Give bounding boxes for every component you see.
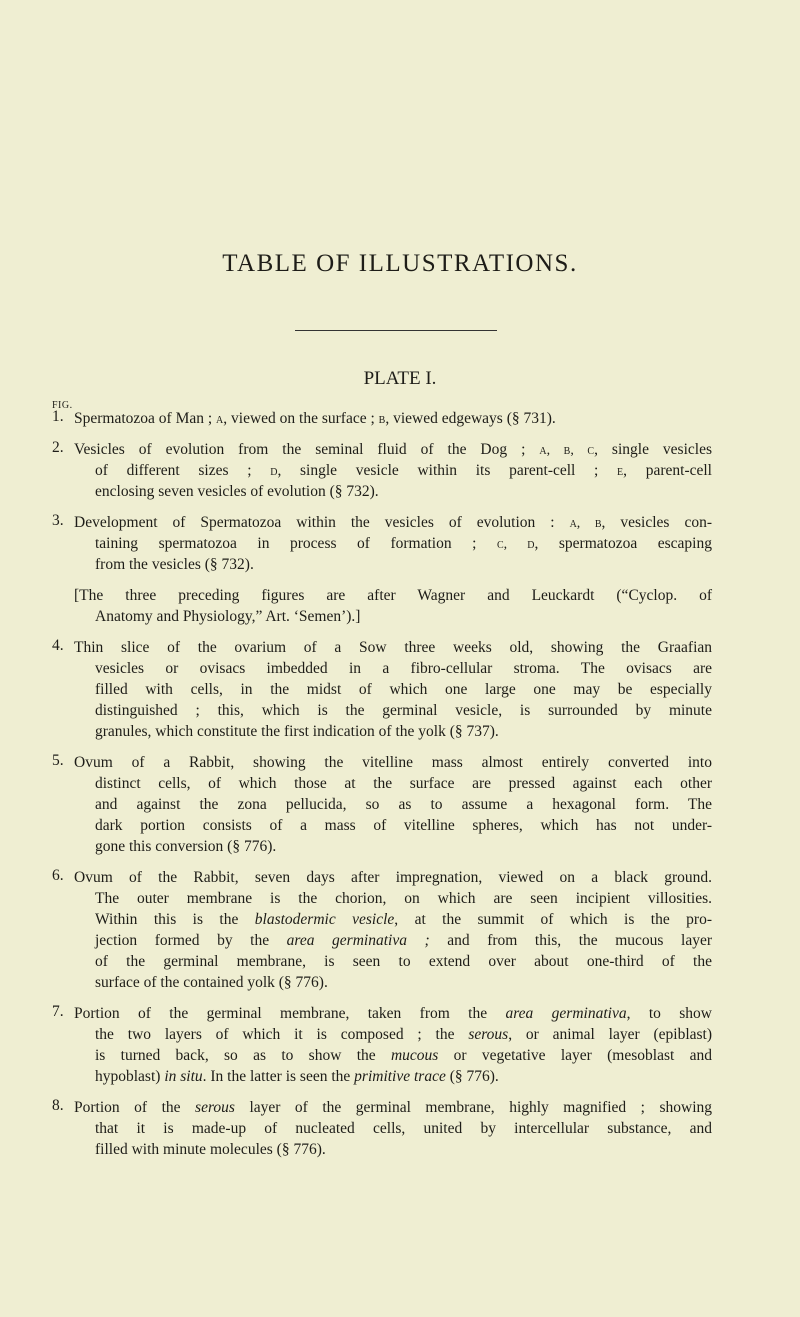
figure-number: 4. <box>52 637 64 654</box>
text-segment: the two layers of which it is composed ; the <box>95 1026 469 1043</box>
text-segment: vesicles or ovisacs imbedded in a fibro-cellular stroma. The ovisacs are <box>95 660 712 677</box>
text-segment: Within this is the <box>95 911 255 928</box>
page-title: TABLE OF ILLUSTRATIONS. <box>222 250 578 277</box>
text-segment: , viewed on the surface ; <box>223 410 379 427</box>
text-segment: Portion of the germinal membrane, taken from the <box>74 1005 506 1022</box>
figure-entry <box>52 408 712 429</box>
text-segment: Ovum of a Rabbit, showing the vitelline mass almost entirely converted into <box>74 754 712 771</box>
text-line <box>95 773 712 794</box>
italic-term: blastodermic vesicle <box>254 911 395 928</box>
text-segment: , to show <box>626 1005 712 1022</box>
figure-letter: a <box>216 412 224 427</box>
text-line <box>95 951 712 972</box>
text-segment: granules, which constitute the first indication of the yolk (§ 737). <box>95 723 499 740</box>
text-segment: Ovum of the Rabbit, seven days after impregnation, viewed on a black ground. <box>74 869 712 886</box>
source-note <box>52 585 712 627</box>
figure-number: 6. <box>52 867 64 884</box>
text-segment: [The three preceding figures are after Wagner and Leuckardt (“Cyclop. of <box>74 587 712 604</box>
text-segment: , spermatozoa escaping <box>534 535 712 552</box>
text-segment: is turned back, so as to show the <box>95 1047 391 1064</box>
figure-number: 7. <box>52 1003 64 1020</box>
text-line <box>95 1139 712 1160</box>
figure-number: 2. <box>52 439 64 456</box>
text-segment: filled with cells, in the midst of which one large one may be especially <box>95 681 712 698</box>
text-line <box>74 1097 712 1118</box>
italic-term: serous <box>195 1099 235 1116</box>
text-segment: . In the latter is seen the <box>202 1068 355 1085</box>
text-segment: or vegetative layer (mesoblast and <box>438 1047 712 1064</box>
figure-number: 3. <box>52 512 64 529</box>
text-line <box>74 637 712 658</box>
text-line <box>95 700 712 721</box>
text-segment: layer of the germinal membrane, highly magnified ; showing <box>234 1099 713 1116</box>
text-line <box>74 1003 712 1024</box>
figure-letter: c, d <box>496 537 535 552</box>
figure-entry <box>52 752 712 857</box>
italic-term: primitive trace <box>354 1068 446 1085</box>
text-segment: of the germinal membrane, is seen to extend over about one-third of the <box>95 953 712 970</box>
text-segment: , at the summit of which is the pro- <box>394 911 712 928</box>
text-line <box>95 554 712 575</box>
text-segment: dark portion consists of a mass of vitelline spheres, which has not under- <box>95 817 712 834</box>
text-line <box>95 460 712 481</box>
text-line <box>74 439 712 460</box>
text-line <box>95 930 712 951</box>
text-line <box>95 1024 712 1045</box>
text-segment: Vesicles of evolution from the seminal fluid of the Dog ; <box>74 441 540 458</box>
text-segment: (§ 776). <box>445 1068 499 1085</box>
text-segment: , single vesicle within its parent-cell ; <box>277 462 618 479</box>
text-line <box>95 972 712 993</box>
figure-number: 1. <box>52 408 64 425</box>
italic-term: serous <box>468 1026 509 1043</box>
text-segment: of different sizes ; <box>95 462 271 479</box>
text-segment: and against the zona pellucida, so as to assume a hexagonal form. The <box>95 796 712 813</box>
plate-heading: PLATE I. <box>363 368 437 389</box>
italic-term: mucous <box>390 1047 439 1064</box>
text-line <box>74 408 712 429</box>
text-segment: gone this conversion (§ 776). <box>95 838 277 855</box>
text-segment: taining spermatozoa in process of formation ; <box>95 535 497 552</box>
text-segment: jection formed by the <box>95 932 287 949</box>
text-line <box>95 836 712 857</box>
text-segment: enclosing seven vesicles of evolution (§ 732). <box>95 483 379 500</box>
italic-term: area germinativa ; <box>286 932 430 949</box>
text-segment: Development of Spermatozoa within the vesicles of evolution : <box>74 514 570 531</box>
figure-letter: a, b, c <box>539 443 595 458</box>
text-line <box>95 794 712 815</box>
text-segment: filled with minute molecules (§ 776). <box>95 1141 326 1158</box>
illustration-list <box>52 408 712 1170</box>
figure-entry <box>52 637 712 742</box>
text-segment: and from this, the mucous layer <box>429 932 712 949</box>
text-line <box>95 1118 712 1139</box>
figure-entry <box>52 1097 712 1160</box>
text-segment: , parent-cell <box>623 462 712 479</box>
text-line <box>95 533 712 554</box>
figure-number: 8. <box>52 1097 64 1114</box>
text-line <box>74 867 712 888</box>
text-line <box>95 1066 712 1087</box>
text-segment: surface of the contained yolk (§ 776). <box>95 974 328 991</box>
text-segment: Thin slice of the ovarium of a Sow three weeks old, showing the Graafian <box>74 639 712 656</box>
figure-entry <box>52 1003 712 1087</box>
figure-letter: a, b <box>569 516 602 531</box>
figure-entry <box>52 439 712 502</box>
text-line <box>95 909 712 930</box>
text-segment: hypoblast) <box>95 1068 165 1085</box>
fig-label: FIG. <box>52 400 73 411</box>
text-line <box>74 585 712 606</box>
italic-term: area germinativa <box>505 1005 627 1022</box>
text-segment: , or animal layer (epiblast) <box>508 1026 713 1043</box>
italic-term: in situ <box>164 1068 203 1085</box>
text-segment: Anatomy and Physiology,” Art. ‘Semen’).] <box>95 608 361 625</box>
text-line <box>95 658 712 679</box>
text-line <box>95 481 712 502</box>
text-segment: , viewed edgeways (§ 731). <box>385 410 556 427</box>
divider-rule <box>295 330 497 331</box>
text-segment: distinct cells, of which those at the surface are pressed against each other <box>95 775 712 792</box>
text-segment: Spermatozoa of Man ; <box>74 410 217 427</box>
text-segment: that it is made-up of nucleated cells, united by intercellular substance, and <box>95 1120 712 1137</box>
text-segment: , single vesicles <box>594 441 712 458</box>
text-segment: distinguished ; this, which is the germinal vesicle, is surrounded by minute <box>95 702 712 719</box>
text-line <box>95 1045 712 1066</box>
text-segment: from the vesicles (§ 732). <box>95 556 254 573</box>
text-line <box>95 888 712 909</box>
figure-letter: d <box>270 464 278 479</box>
text-segment: The outer membrane is the chorion, on which are seen incipient villosities. <box>95 890 712 907</box>
figure-entry <box>52 867 712 993</box>
text-line <box>95 679 712 700</box>
figure-letter: e <box>617 464 624 479</box>
text-line <box>95 721 712 742</box>
figure-number: 5. <box>52 752 64 769</box>
text-line <box>95 815 712 836</box>
text-line <box>74 512 712 533</box>
text-segment: Portion of the <box>74 1099 196 1116</box>
text-segment: , vesicles con- <box>601 514 712 531</box>
text-line <box>74 752 712 773</box>
text-line <box>95 606 712 627</box>
figure-entry <box>52 512 712 575</box>
figure-letter: b <box>378 412 386 427</box>
